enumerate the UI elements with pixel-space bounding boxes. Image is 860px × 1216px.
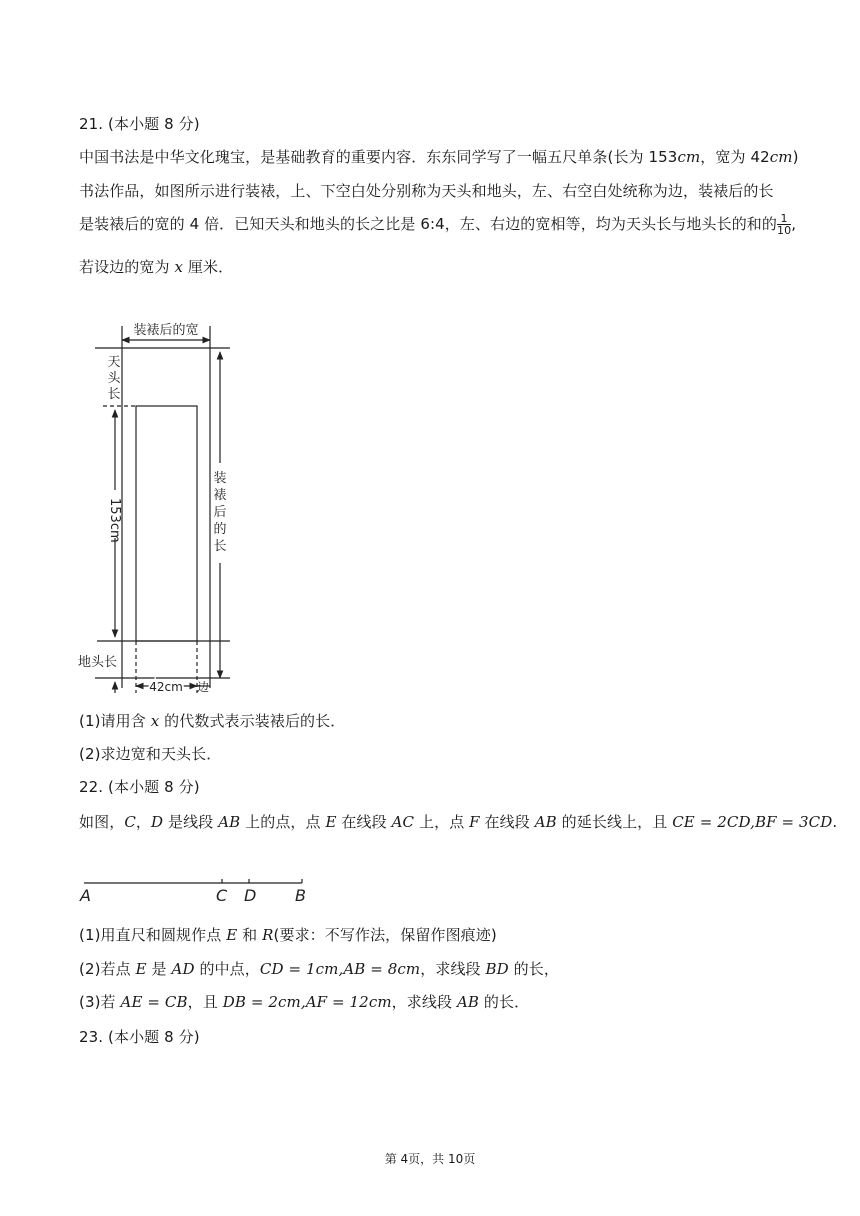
label-mounted-len-4: 的 [213,522,227,537]
q21-sub2: (2)求边宽和天头长． [79,745,222,763]
q22-sub2: (2)若点 E 是 AD 的中点，CD = 1cm,AB = 8cm，求线段 BD 的长， [79,960,559,978]
point-label-B: B [295,886,306,905]
label-tiantou-2: 头 [107,371,121,386]
label-mounted-len-3: 后 [213,505,227,520]
label-mounted-width: 装裱后的宽 [133,323,199,338]
q21-sub1: (1)请用含 x 的代数式表示装裱后的长． [79,712,346,730]
q21-stem-line1: 中国书法是中华文化瑰宝，是基础教育的重要内容．东东同学写了一幅五尺单条(长为 153cm，宽为 42cm) [79,148,799,166]
q22-sub1: (1)用直尺和圆规作点 E 和 R(要求：不写作法，保留作图痕迹) [79,926,497,944]
q22-segment-diagram [78,874,318,906]
q22-stem: 如图，C，D 是线段 AB 上的点，点 E 在线段 AC 上，点 F 在线段 AB 的延长线上，且 CE = 2CD,BF = 3CD. [79,813,838,831]
label-42cm: 42cm [149,680,183,694]
point-label-D: D [244,886,257,905]
q21-stem-line4: 若设边的宽为 x 厘米． [79,258,234,276]
q21-mounting-diagram [75,318,245,698]
label-tiantou-3: 长 [107,387,121,402]
q21-stem-line2: 书法作品，如图所示进行装裱，上、下空白处分别称为天头和地头，左、右空白处统称为边，装裱后的长 [79,182,774,200]
label-mounted-len-1: 装 [213,471,227,486]
page-footer: 第 4页，共 10页 [384,1152,476,1166]
label-153cm: 153cm [107,498,122,543]
label-tiantou-1: 天 [107,355,121,370]
label-mounted-len-2: 裱 [213,488,227,503]
point-label-A: A [80,886,91,905]
label-mounted-len-5: 长 [213,539,227,554]
q21-stem-line3: 是装裱后的宽的 4 倍．已知天头和地头的长之比是 6:4，左、右边的宽相等，均为天头长与地头长的和的 $\frac{1}{10}$ , [79,212,797,237]
q21-header: 21. (本小题 8 分) [79,115,200,133]
q22-sub3: (3)若 AE = CB，且 DB = 2cm,AF = 12cm，求线段 AB 的长． [79,993,530,1011]
label-ditou: 地头长 [78,655,118,670]
label-bian: 边 [196,680,210,694]
point-label-C: C [216,886,228,905]
fraction-one-tenth: $\frac{1}{10}$ [777,212,792,237]
q22-header: 22. (本小题 8 分) [79,778,200,796]
q23-header: 23. (本小题 8 分) [79,1028,200,1046]
